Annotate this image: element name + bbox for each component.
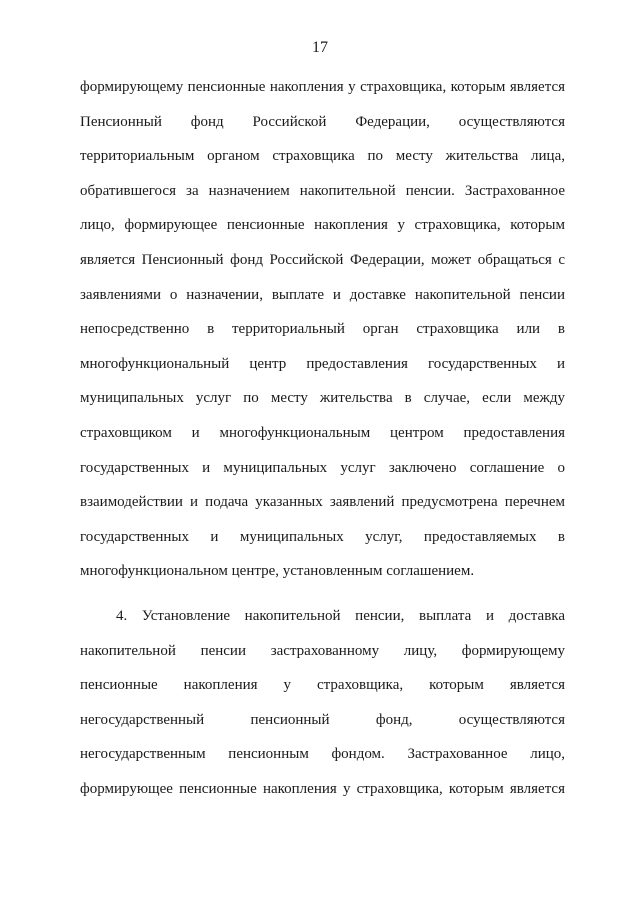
text-line: негосударственным пенсионным фондом. Застрахованное лицо, bbox=[80, 746, 565, 763]
text-line: многофункциональный центр предоставления государственных и bbox=[80, 355, 565, 372]
text-line: негосударственный пенсионный фонд, осуществляются bbox=[80, 711, 565, 728]
text-line: Пенсионный фонд Российской Федерации, осуществляются bbox=[80, 113, 565, 130]
text-line: непосредственно в территориальный орган страховщика или в bbox=[80, 321, 565, 338]
paragraph-gap bbox=[80, 595, 565, 605]
paragraph-1 bbox=[80, 76, 565, 595]
paragraph-2 bbox=[80, 605, 565, 813]
text-line: муниципальных услуг по месту жительства в случае, если между bbox=[80, 390, 565, 407]
text-line: формирующему пенсионные накопления у страховщика, которым является bbox=[80, 79, 565, 95]
text-line: 4. Установление накопительной пенсии, выплата и доставка bbox=[116, 607, 565, 624]
text-line: территориальным органом страховщика по месту жительства лица, bbox=[80, 148, 565, 165]
text-line: накопительной пенсии застрахованному лицу, формирующему bbox=[80, 642, 565, 659]
text-line: формирующее пенсионные накопления у страховщика, которым является bbox=[80, 780, 565, 797]
text-line: лицо, формирующее пенсионные накопления у страховщика, которым bbox=[80, 217, 565, 234]
page-number: 17 bbox=[312, 39, 328, 56]
text-line: взаимодействии и подача указанных заявлений предусмотрена перечнем bbox=[80, 494, 565, 511]
text-line: страховщиком и многофункциональным центром предоставления bbox=[80, 424, 565, 441]
text-line: обратившегося за назначением накопительной пенсии. Застрахованное bbox=[80, 182, 565, 199]
text-line: пенсионные накопления у страховщика, которым является bbox=[80, 677, 565, 694]
text-line: государственных и муниципальных услуг заключено соглашение о bbox=[80, 459, 565, 476]
text-line: заявлениями о назначении, выплате и доставке накопительной пенсии bbox=[80, 286, 565, 303]
text-line: многофункциональном центре, установленным соглашением. bbox=[80, 563, 475, 580]
document-body bbox=[80, 76, 565, 812]
text-line: является Пенсионный фонд Российской Федерации, может обращаться с bbox=[80, 251, 565, 268]
text-line: государственных и муниципальных услуг, предоставляемых в bbox=[80, 528, 565, 545]
